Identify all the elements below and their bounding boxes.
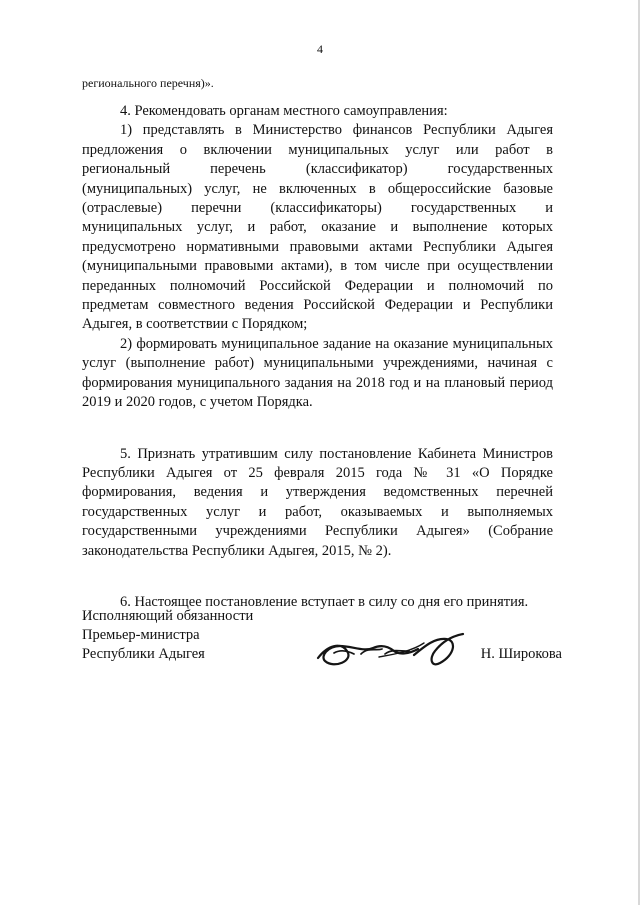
paragraph-repeal: 5. Признать утратившим силу постановление Кабинета Министров Республики Адыгея от 25 февраля 2015 года № 31 «О Порядке формирования, ведения и утверждения ведомственных перечней государственных услуг и работ, оказываемых и выполняемых государственными учреждениями Республики Адыгея» (Собрание законодательства Республики Адыгея, 2015, № 2). <box>82 445 553 559</box>
paragraph-item-2: 2) формировать муниципальное задание на оказание муниципальных услуг (выполнение работ) муниципальными учреждениями, начиная с формирования муниципального задания на 2018 год и на плановый период 2019 и 2020 годов, с учетом Порядка. <box>82 335 553 411</box>
paragraph-recommendation: 4. Рекомендовать органам местного самоуправления: <box>120 103 448 119</box>
handwritten-signature <box>310 624 465 672</box>
page-number: 4 <box>317 42 323 56</box>
paragraph-effective-date: 6. Настоящее постановление вступает в силу со дня его принятия. <box>120 593 529 610</box>
document-body <box>82 102 553 612</box>
continuation-text: регионального перечня)». <box>82 76 214 90</box>
signer-name: Н. Широкова <box>480 646 562 662</box>
signer-title: Исполняющий обязанности Премьер-министра Республики Адыгея <box>82 608 254 662</box>
signature-block <box>82 607 562 677</box>
paragraph-item-1: 1) представлять в Министерство финансов Республики Адыгея предложения о включении муниципальных услуг или работ в региональный перечень (классификатор) государственных (муниципальных) услуг, не включенных в общероссийские базовые (отраслевые) перечни (классификаторы) государственных и муниципальных услуг, и работ, оказание и выполнение которых предусмотрено нормативными правовыми актами Республики Адыгея (муниципальными правовыми актами), в том числе при осуществлении переданных полномочий Российской Федерации и полномочий по предметам совместного ведения Российской Федерации и Республики Адыгея, в соответствии с Порядком; <box>82 122 553 333</box>
